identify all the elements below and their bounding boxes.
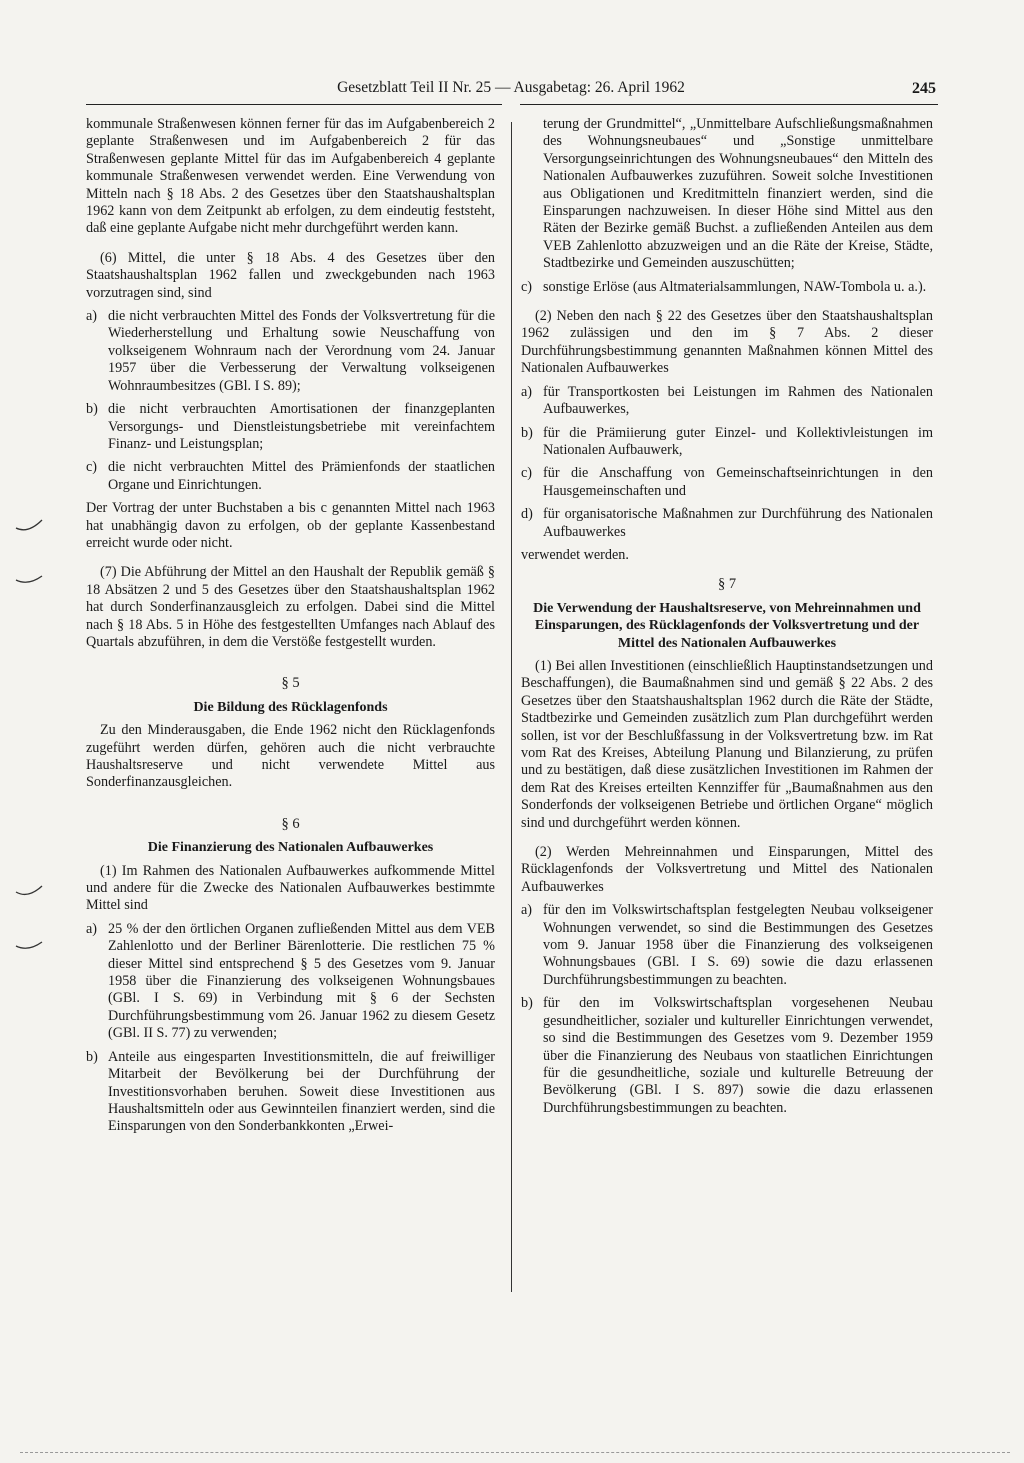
- section-5-text: Zu den Minderausgaben, die Ende 1962 nicht den Rücklagenfonds zugeführt werden dürfen, gehören auch die nicht verbrauchte Haushaltsreserve und nicht verwendete Mittel aus Sonderfinanzausgleichen.: [86, 722, 495, 791]
- list-item: a) für den im Volkswirtschaftsplan festgelegten Neubau volkseigener Wohnungen verwendet, so sind die Bestimmungen des Gesetzes vom 9. Januar 1958 über die Finanzierung des volkseigenen Wohnungsbaues (GBl. I S. 69) sowie die dazu erlassenen Durchführungsbestimmungen zu beachten.: [521, 902, 933, 988]
- margin-check-mark: [14, 570, 44, 588]
- list-item: a) für Transportkosten bei Leistungen im Rahmen des Nationalen Aufbauwerkes,: [521, 383, 933, 418]
- section-5-number: § 5: [281, 675, 300, 692]
- section-6-number: § 6: [281, 815, 300, 832]
- page-header: [86, 76, 936, 102]
- list-item: b) die nicht verbrauchten Amortisationen der finanzgeplanten Versorgungs- und Dienstleistungsbetriebe mit vereinfachtem Finanz- und Leistungsplan;: [86, 401, 495, 452]
- column-divider: [511, 122, 512, 1292]
- header-title: Gesetzblatt Teil II Nr. 25 — Ausgabetag: 26. April 1962: [337, 79, 685, 96]
- paragraph-2-after: verwendet werden.: [521, 546, 629, 563]
- list-item: d) für organisatorische Maßnahmen zur Durchführung des Nationalen Aufbauwerkes: [521, 506, 933, 540]
- section-6-paragraph-1: (1) Im Rahmen des Nationalen Aufbauwerkes aufkommende Mittel und andere für die Zwecke des Nationalen Aufbauwerkes bestimmte Mittel sind: [86, 862, 495, 914]
- paragraph-continuation: kommunale Straßenwesen können ferner für das im Aufgabenbereich 2 geplante Straßenwesen und im Aufgabenbereich 2 für das Straßenwesen geplante Mittel für das im Aufgabenbereich 4 geplante kommunale Straßenwesen verwendet werden. Eine Verwendung von Mitteln nach § 18 Abs. 2 des Gesetzes über den Staatshaushaltsplan 1962 kann von dem Zeitpunkt ab erfolgen, zu dem eindeutig feststeht, daß eine geplante Aufgabe nicht mehr durchgeführt werden kann.: [86, 116, 495, 237]
- list-item: c) die nicht verbrauchten Mittel des Prämienfonds der staatlichen Organe und Einrichtungen.: [86, 459, 495, 493]
- list-item: c) sonstige Erlöse (aus Altmaterialsammlungen, NAW-Tombola u. a.).: [521, 278, 927, 295]
- section-5-title: Die Bildung des Rücklagenfonds: [193, 699, 388, 715]
- left-column: [86, 116, 495, 1136]
- section-7-paragraph-2-intro: (2) Werden Mehreinnahmen und Einsparungen, Mittel des Rücklagenfonds der Volksvertretung und Mittel des Nationalen Aufbauwerkes: [521, 844, 933, 895]
- paragraph-7: (7) Die Abführung der Mittel an den Haushalt der Republik gemäß § 18 Absätzen 2 und 5 des Gesetzes über den Staatshaushaltsplan 1962 hat durch Sonderfinanzausgleich zu erfolgen. Dabei sind die Mittel nach § 18 Abs. 5 in Höhe des festgestellten Umfanges nach Ablauf des Quartals abzuführen, in dem die Verstöße festgestellt wurden.: [86, 564, 495, 650]
- paragraph-6-intro: (6) Mittel, die unter § 18 Abs. 4 des Gesetzes über den Staatshaushaltsplan 1962 fallen und zweckgebunden nach 1963 vorzutragen sind, sind: [86, 249, 495, 301]
- list-item: b) Anteile aus eingesparten Investitionsmitteln, die auf freiwilliger Mitarbeit der Bevölkerung bei der Durchführung der Investitionsvorhaben beruhen. Soweit diese Investitionen aus Haushaltsmitteln oder aus Gewinnteilen finanziert werden, sind die Einsparungen von den Sonderbankkonten „Erwei-: [86, 1048, 495, 1135]
- section-7-title: Die Verwendung der Haushaltsreserve, von Mehreinnahmen und Einsparungen, des Rücklagenfonds der Volksvertretung und der Mittel des Nationalen Aufbauwerkes: [533, 600, 921, 651]
- page-number: 245: [912, 80, 936, 97]
- section-6-title: Die Finanzierung des Nationalen Aufbauwerkes: [147, 840, 434, 856]
- list-item: a) 25 % der den örtlichen Organen zufließenden Mittel aus dem VEB Zahlenlotto und der Berliner Bärenlotterie. Die restlichen 75 % dieser Mittel sind entsprechend § 5 des Gesetzes vom 9. Januar 1958 über die Finanzierung des volkseigenen Wohnungsbaues (GBl. I S. 69) in Verbindung mit § 6 der Sechsten Durchführungsbestimmung vom 26. Januar 1962 zu diesem Gesetz (GBl. II S. 77) zu verwenden;: [86, 920, 495, 1042]
- paragraph-6-after: Der Vortrag der unter Buchstaben a bis c genannten Mittel nach 1963 hat unabhängig davon zu erfolgen, ob der geplante Kassenbestand erreicht wurde oder nicht.: [86, 500, 495, 551]
- paragraph-2-intro: (2) Neben den nach § 22 des Gesetzes über den Staatshaushaltsplan 1962 zulässigen und den im § 7 Abs. 2 dieser Durchführungsbestimmung genannten Maßnahmen können Mittel des Nationalen Aufbauwerkes: [521, 308, 933, 377]
- margin-check-mark: [14, 936, 44, 954]
- header-rule-right: [520, 104, 938, 105]
- page-bottom-edge: [20, 1452, 1010, 1453]
- paragraph-continuation-right: terung der Grundmittel“, „Unmittelbare Aufschließungsmaßnahmen des Wohnungsneubaues“ und „Sonstige unmittelbare Versorgungseinrichtungen des Wohnungsneubaues“ den Mitteln des Nationalen Aufbauwerkes zuzuführen. Soweit solche Investitionen aus Obligationen und Kreditmitteln finanziert werden, sind die Einsparungen nachzuweisen. In dieser Höhe sind Mittel aus den Räten der Bezirke gemäß Buchst. a zufließenden Anteilen aus dem VEB Zahlenlotto abzuzweigen und an die Räte der Kreise, Städte, Stadtbezirke und Gemeinden auszuschütten;: [543, 116, 933, 272]
- header-rule-left: [86, 104, 502, 105]
- section-7-paragraph-1: (1) Bei allen Investitionen (einschließlich Hauptinstandsetzungen und Beschaffungen), die Baumaßnahmen sind und gemäß § 22 Abs. 2 des Gesetzes über den Staatshaushaltsplan 1962 durch die Räte der Städte, Stadtbezirke und Gemeinden zusätzlich zum Plan durchgeführt werden sollen, ist vor der Beschlußfassung in der Volksvertretung bzw. im Rat vom Rat des Kreises, Abteilung Planung und Bilanzierung, zu prüfen und zu bestätigen, daß diese zusätzlichen Investitionen im Rahmen der dem Rat des Kreises erteilten Kennziffer für „Baumaßnahmen aus den Sonderfonds der volkseigenen Betriebe und örtlichen Organe“ möglich sind und durchgeführt werden können.: [521, 657, 933, 831]
- list-item: b) für den im Volkswirtschaftsplan vorgesehenen Neubau gesundheitlicher, sozialer und kultureller Einrichtungen verwendet, so sind die Bestimmungen des Gesetzes vom 9. Dezember 1959 über die Finanzierung des Neubaus von staatlichen Einrichtungen für die gesundheitliche, soziale und kulturelle Betreuung der Bevölkerung (GBl. I S. 897) sowie die dazu erlassenen Durchführungsbestimmungen zu beachten.: [521, 995, 933, 1116]
- list-item: b) für die Prämiierung guter Einzel- und Kollektivleistungen im Nationalen Aufbauwerk,: [521, 424, 933, 458]
- list-item: c) für die Anschaffung von Gemeinschaftseinrichtungen in den Hausgemeinschaften und: [521, 465, 933, 499]
- margin-check-mark: [14, 516, 44, 534]
- section-7-number: § 7: [717, 576, 737, 593]
- right-column: [521, 116, 933, 1117]
- margin-check-mark: [14, 882, 44, 900]
- list-item: a) die nicht verbrauchten Mittel des Fonds der Volksvertretung für die Wiederherstellung und Erhaltung sowie Neuschaffung von volkseigenem Wohnraum nach der Verordnung vom 24. Januar 1957 über die Verbesserung der Verwaltung volkseigenen Wohnraumbesitzes (GBl. I S. 89);: [86, 308, 495, 394]
